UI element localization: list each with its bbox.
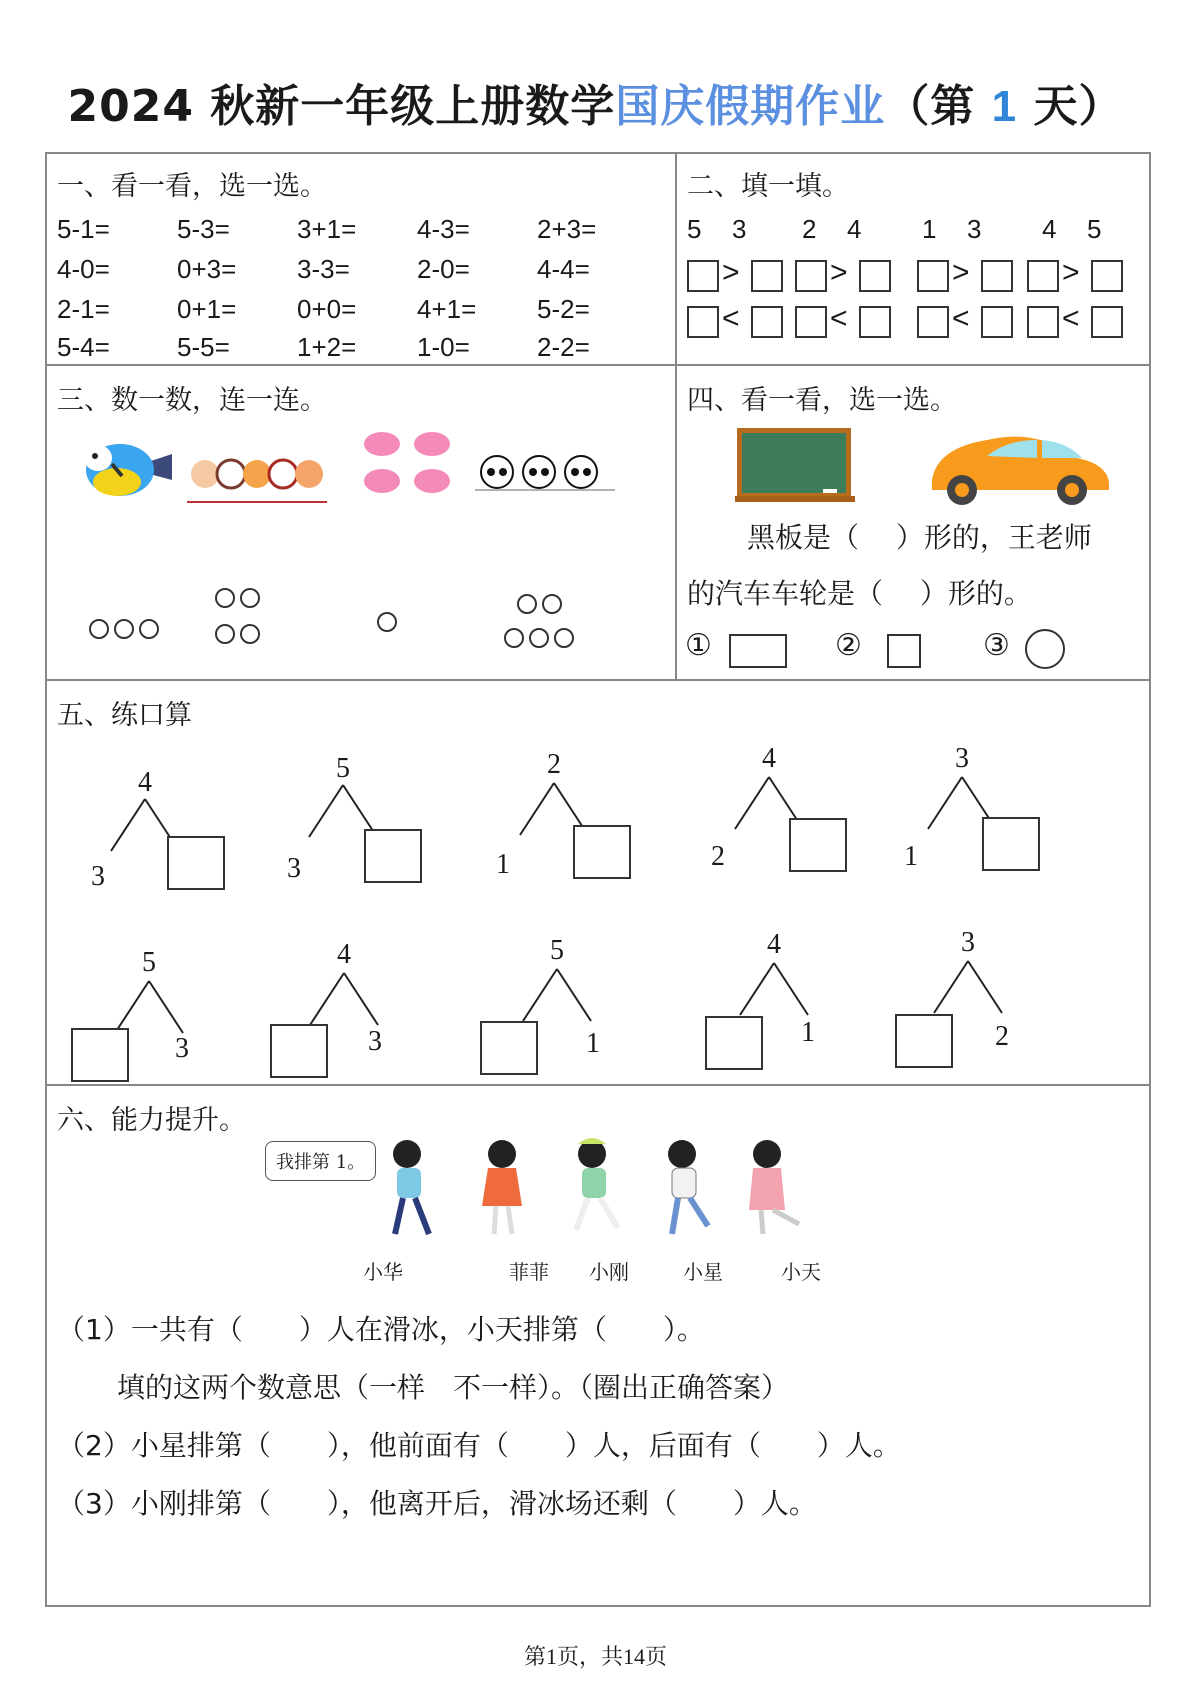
question-2: （2）小星排第（ ），他前面有（ ）人，后面有（ ）人。 [57, 1429, 901, 1462]
option-2-marker[interactable]: ② [835, 628, 862, 663]
option-3-marker[interactable]: ③ [983, 628, 1010, 663]
bird-picture [72, 436, 172, 506]
bond-top-number: 2 [547, 749, 561, 780]
pair-number: 4 [1042, 214, 1057, 244]
kid-name-label: 小天 [781, 1260, 821, 1284]
bond-left-number: 1 [904, 841, 918, 872]
equation: 2-1= [57, 294, 110, 324]
equation: 5-3= [177, 214, 230, 244]
bond-answer-box[interactable] [364, 829, 422, 883]
pair-number: 5 [1087, 214, 1102, 244]
greater-than-symbol: > [952, 256, 970, 289]
bond-top-number: 5 [142, 947, 156, 978]
bond-answer-box[interactable] [705, 1016, 763, 1070]
section-3-heading: 三、数一数，连一连。 [57, 385, 327, 416]
section-4 [677, 366, 1151, 679]
answer-box[interactable] [751, 306, 783, 338]
less-than-symbol: < [722, 302, 740, 335]
equation: 0+1= [177, 294, 237, 324]
answer-box[interactable] [1027, 260, 1059, 292]
equation: 4-4= [537, 254, 590, 284]
answer-box[interactable] [981, 260, 1013, 292]
answer-box[interactable] [917, 260, 949, 292]
less-than-symbol: < [830, 302, 848, 335]
bond-top-number: 4 [138, 767, 152, 798]
greater-than-symbol: > [830, 256, 848, 289]
bond-left-number: 3 [91, 861, 105, 892]
section-2 [677, 154, 1151, 364]
bond-right-number: 3 [368, 1026, 382, 1057]
equation: 5-2= [537, 294, 590, 324]
blackboard-picture [735, 426, 855, 506]
answer-box[interactable] [917, 306, 949, 338]
equation: 3+1= [297, 214, 357, 244]
section-2-heading: 二、填一填。 [687, 171, 849, 202]
section-6 [47, 1086, 1151, 1607]
answer-box[interactable] [687, 306, 719, 338]
question-1-followup: 填的这两个数意思（一样 不一样）。（圈出正确答案） [117, 1371, 790, 1404]
page-footer: 第1页，共14页 [523, 1644, 667, 1669]
equation: 5-5= [177, 332, 230, 362]
pair-number: 5 [687, 214, 702, 244]
fish-picture [357, 426, 467, 506]
answer-box[interactable] [1027, 306, 1059, 338]
title-day: 1 [991, 82, 1018, 131]
question-1: （1）一共有（ ）人在滑冰，小天排第（ ）。 [57, 1313, 705, 1346]
pair-number: 3 [732, 214, 747, 244]
section-4-heading: 四、看一看，选一选。 [687, 385, 957, 416]
answer-box[interactable] [981, 306, 1013, 338]
answer-box[interactable] [687, 260, 719, 292]
bond-answer-box[interactable] [573, 825, 631, 879]
bond-top-number: 3 [955, 743, 969, 774]
bond-answer-box[interactable] [71, 1028, 129, 1082]
equation: 4+1= [417, 294, 477, 324]
title-close: 天） [1017, 81, 1124, 132]
title-highlight: 国庆假期作业 [615, 81, 886, 132]
bond-answer-box[interactable] [982, 817, 1040, 871]
worksheet-grid [45, 152, 1151, 1607]
kid-name-label: 菲菲 [509, 1260, 549, 1284]
page-title [0, 70, 1191, 134]
less-than-symbol: < [1062, 302, 1080, 335]
answer-box[interactable] [1091, 306, 1123, 338]
bond-answer-box[interactable] [480, 1021, 538, 1075]
rectangle-shape-option[interactable] [729, 634, 787, 668]
answer-box[interactable] [859, 260, 891, 292]
speech-bubble: 我排第 1。 [265, 1141, 376, 1181]
wheel-question: 的汽车车轮是（ ）形的。 [687, 577, 1032, 610]
section-6-heading: 六、能力提升。 [57, 1105, 246, 1136]
square-shape-option[interactable] [887, 634, 921, 668]
equation: 2-0= [417, 254, 470, 284]
equation: 5-4= [57, 332, 110, 362]
answer-box[interactable] [859, 306, 891, 338]
bond-right-number: 3 [175, 1033, 189, 1064]
kid-name-label: 小星 [683, 1260, 723, 1284]
less-than-symbol: < [952, 302, 970, 335]
bond-right-number: 1 [801, 1017, 815, 1048]
equation: 2+3= [537, 214, 597, 244]
equation: 4-0= [57, 254, 110, 284]
circle-shape-option[interactable] [1025, 629, 1065, 669]
bond-top-number: 5 [336, 753, 350, 784]
bond-answer-box[interactable] [167, 836, 225, 890]
equation: 2-2= [537, 332, 590, 362]
bond-left-number: 1 [496, 849, 510, 880]
section-5-heading: 五、练口算 [57, 700, 192, 731]
pair-number: 4 [847, 214, 862, 244]
bond-answer-box[interactable] [270, 1024, 328, 1078]
pair-number: 2 [802, 214, 817, 244]
option-1-marker[interactable]: ① [685, 628, 712, 663]
greater-than-symbol: > [1062, 256, 1080, 289]
section-3 [47, 366, 675, 679]
answer-box[interactable] [795, 260, 827, 292]
section-1-heading: 一、看一看，选一选。 [57, 171, 327, 202]
section-5 [47, 681, 1151, 1084]
bond-top-number: 5 [550, 935, 564, 966]
bond-top-number: 4 [762, 743, 776, 774]
title-prefix: 2024 秋新一年级上册数学 [67, 81, 616, 132]
bond-left-number: 3 [287, 853, 301, 884]
bond-left-number: 2 [711, 841, 725, 872]
pair-number: 1 [922, 214, 937, 244]
equation: 1-0= [417, 332, 470, 362]
equation: 3-3= [297, 254, 350, 284]
answer-box[interactable] [795, 306, 827, 338]
bond-right-number: 1 [586, 1028, 600, 1059]
skaters-picture [377, 1134, 817, 1244]
kid-name-label: 小华 [363, 1260, 403, 1284]
car-picture [927, 428, 1112, 508]
equation: 5-1= [57, 214, 110, 244]
equation: 1+2= [297, 332, 357, 362]
bond-answer-box[interactable] [789, 818, 847, 872]
equation: 4-3= [417, 214, 470, 244]
bond-answer-box[interactable] [895, 1014, 953, 1068]
kid-name-label: 小刚 [589, 1260, 629, 1284]
section-1 [47, 154, 675, 364]
blackboard-question: 黑板是（ ）形的，王老师 [747, 521, 1092, 554]
dogs-picture [187, 446, 327, 506]
bond-top-number: 4 [337, 939, 351, 970]
equation: 0+3= [177, 254, 237, 284]
greater-than-symbol: > [722, 256, 740, 289]
bond-top-number: 4 [767, 929, 781, 960]
question-3: （3）小刚排第（ ），他离开后，滑冰场还剩（ ）人。 [57, 1487, 817, 1520]
pair-number: 3 [967, 214, 982, 244]
title-open: （第 [885, 81, 992, 132]
equation: 0+0= [297, 294, 357, 324]
pandas-picture [475, 448, 615, 498]
answer-box[interactable] [751, 260, 783, 292]
bond-top-number: 3 [961, 927, 975, 958]
bond-right-number: 2 [995, 1021, 1009, 1052]
answer-box[interactable] [1091, 260, 1123, 292]
